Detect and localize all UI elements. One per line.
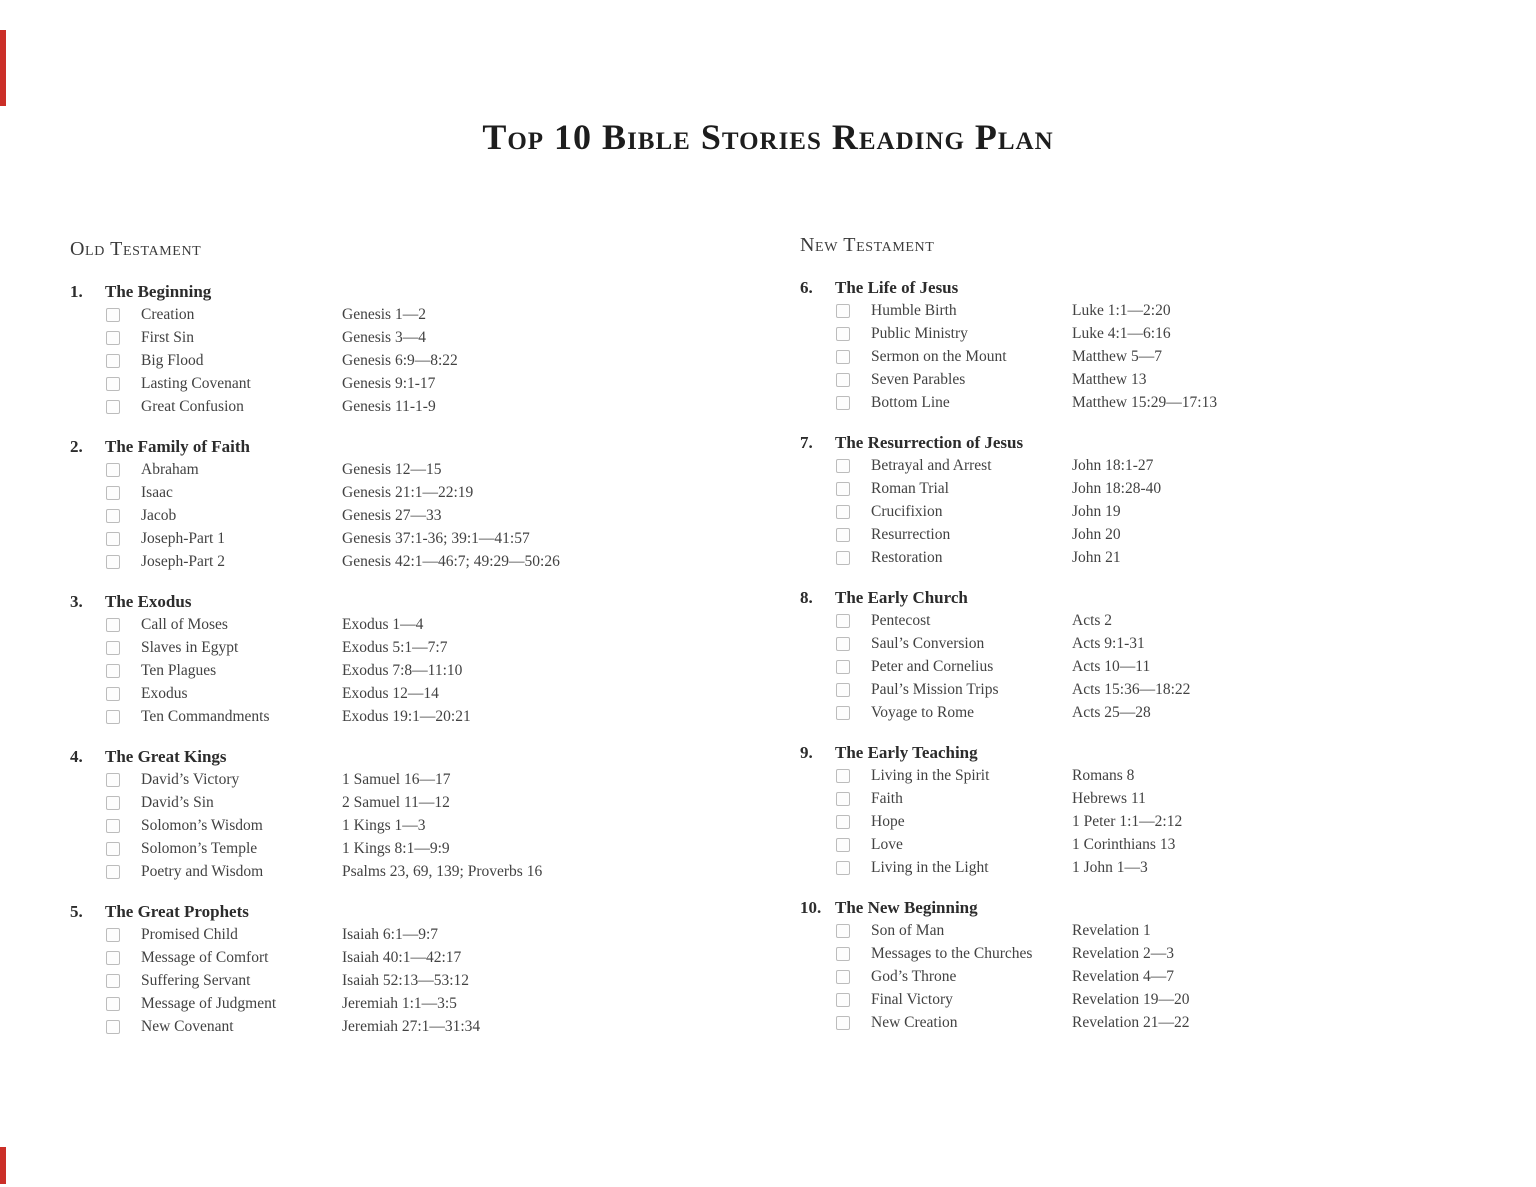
section-heading-text: The Beginning — [105, 282, 212, 301]
reading-item-row — [70, 1015, 782, 1038]
item-checkbox[interactable] — [836, 304, 850, 318]
item-ref: Exodus 7:8—11:10 — [342, 662, 463, 679]
reading-item-row — [70, 372, 782, 395]
section-number: 5. — [70, 902, 83, 921]
item-label: Sermon on the Mount — [871, 348, 1007, 365]
reading-item-row — [70, 682, 782, 705]
item-ref: Exodus 1—4 — [342, 616, 424, 633]
reading-item-row — [800, 764, 1512, 787]
reading-item-row — [800, 546, 1512, 569]
section-number: 2. — [70, 437, 83, 456]
item-ref: Revelation 19—20 — [1072, 991, 1190, 1008]
item-label: Humble Birth — [871, 302, 957, 319]
reading-item-row — [70, 814, 782, 837]
item-label: New Creation — [871, 1014, 958, 1031]
item-checkbox[interactable] — [106, 308, 120, 322]
reading-item-row — [800, 988, 1512, 1011]
section-heading-text: The Early Church — [835, 588, 968, 607]
item-ref: Psalms 23, 69, 139; Proverbs 16 — [342, 863, 543, 880]
item-checkbox[interactable] — [106, 842, 120, 856]
item-ref: Exodus 19:1—20:21 — [342, 708, 471, 725]
item-checkbox[interactable] — [106, 331, 120, 345]
reading-item-row — [800, 345, 1512, 368]
reading-item-row — [70, 481, 782, 504]
reading-plan-section — [800, 741, 1512, 879]
item-label: Hope — [871, 813, 905, 830]
item-ref: Romans 8 — [1072, 767, 1135, 784]
item-label: Crucifixion — [871, 503, 943, 520]
reading-item-row — [70, 969, 782, 992]
item-ref: Acts 2 — [1072, 612, 1113, 629]
item-checkbox[interactable] — [836, 924, 850, 938]
item-label: Joseph-Part 1 — [141, 530, 225, 547]
item-ref: Genesis 11-1-9 — [342, 398, 436, 415]
item-ref: Genesis 3—4 — [342, 329, 426, 346]
item-ref: Acts 10—11 — [1072, 658, 1151, 675]
item-label: Jacob — [141, 507, 177, 524]
item-checkbox[interactable] — [836, 482, 850, 496]
item-ref: Jeremiah 1:1—3:5 — [342, 995, 457, 1012]
item-ref: Revelation 21—22 — [1072, 1014, 1190, 1031]
section-heading — [70, 900, 782, 923]
section-heading-text: The Great Kings — [105, 747, 227, 766]
item-checkbox[interactable] — [106, 687, 120, 701]
reading-item-row — [70, 613, 782, 636]
item-ref: Hebrews 11 — [1072, 790, 1146, 807]
item-checkbox[interactable] — [836, 660, 850, 674]
item-ref: John 20 — [1072, 526, 1121, 543]
item-checkbox[interactable] — [836, 838, 850, 852]
section-heading-text: The Early Teaching — [835, 743, 978, 762]
item-label: Abraham — [141, 461, 199, 478]
section-number: 3. — [70, 592, 83, 611]
reading-plan-section — [70, 435, 782, 573]
item-checkbox[interactable] — [106, 486, 120, 500]
item-label: Creation — [141, 306, 195, 323]
item-checkbox[interactable] — [106, 618, 120, 632]
reading-item-row — [800, 299, 1512, 322]
section-heading — [800, 431, 1512, 454]
item-checkbox[interactable] — [106, 928, 120, 942]
item-label: Call of Moses — [141, 616, 228, 633]
reading-item-row — [800, 942, 1512, 965]
item-label: David’s Victory — [141, 771, 240, 788]
reading-item-row — [70, 992, 782, 1015]
item-ref: Revelation 4—7 — [1072, 968, 1175, 985]
page-title: Top 10 Bible Stories Reading Plan — [482, 117, 1054, 158]
item-label: Big Flood — [141, 352, 204, 369]
item-checkbox[interactable] — [106, 354, 120, 368]
reading-plan-section — [70, 745, 782, 883]
item-label: Betrayal and Arrest — [871, 457, 992, 474]
item-ref: Exodus 5:1—7:7 — [342, 639, 448, 656]
item-ref: Matthew 13 — [1072, 371, 1147, 388]
item-ref: Genesis 42:1—46:7; 49:29—50:26 — [342, 553, 560, 570]
item-ref: Matthew 15:29—17:13 — [1072, 394, 1218, 411]
item-checkbox[interactable] — [836, 815, 850, 829]
item-ref: Genesis 12—15 — [342, 461, 442, 478]
item-label: Saul’s Conversion — [871, 635, 985, 652]
item-ref: Genesis 9:1-17 — [342, 375, 436, 392]
item-checkbox[interactable] — [836, 614, 850, 628]
reading-item-row — [800, 523, 1512, 546]
item-checkbox[interactable] — [106, 997, 120, 1011]
item-ref: Genesis 27—33 — [342, 507, 442, 524]
reading-item-row — [70, 326, 782, 349]
item-label: Living in the Spirit — [871, 767, 990, 784]
section-heading — [800, 586, 1512, 609]
item-ref: John 18:28-40 — [1072, 480, 1162, 497]
item-ref: 1 Kings 1—3 — [342, 817, 426, 834]
item-checkbox[interactable] — [836, 683, 850, 697]
item-label: Poetry and Wisdom — [141, 863, 264, 880]
item-ref: 1 John 1—3 — [1072, 859, 1148, 876]
item-label: Great Confusion — [141, 398, 244, 415]
scan-edge-mark-top — [0, 30, 6, 106]
scan-edge-mark-bottom — [0, 1147, 6, 1184]
section-heading-text: The Exodus — [105, 592, 192, 611]
section-heading — [70, 745, 782, 768]
section-heading-text: The Family of Faith — [105, 437, 250, 456]
reading-item-row — [70, 527, 782, 550]
item-checkbox[interactable] — [106, 1020, 120, 1034]
item-label: Resurrection — [871, 526, 951, 543]
item-label: David’s Sin — [141, 794, 214, 811]
section-number: 4. — [70, 747, 83, 766]
item-ref: 1 Peter 1:1—2:12 — [1072, 813, 1183, 830]
item-ref: Genesis 37:1-36; 39:1—41:57 — [342, 530, 530, 547]
item-checkbox[interactable] — [836, 350, 850, 364]
item-label: Living in the Light — [871, 859, 989, 876]
item-checkbox[interactable] — [836, 396, 850, 410]
reading-item-row — [70, 349, 782, 372]
item-ref: 1 Kings 8:1—9:9 — [342, 840, 450, 857]
item-checkbox[interactable] — [106, 974, 120, 988]
section-heading — [70, 280, 782, 303]
reading-item-row — [800, 322, 1512, 345]
item-checkbox[interactable] — [836, 637, 850, 651]
item-ref: Luke 1:1—2:20 — [1072, 302, 1171, 319]
reading-plan-section — [800, 896, 1512, 1034]
reading-item-row — [70, 504, 782, 527]
item-ref: Matthew 5—7 — [1072, 348, 1162, 365]
item-checkbox[interactable] — [836, 373, 850, 387]
item-ref: Exodus 12—14 — [342, 685, 439, 702]
item-label: Faith — [871, 790, 903, 807]
item-label: God’s Throne — [871, 968, 957, 985]
item-checkbox[interactable] — [106, 555, 120, 569]
item-ref: 2 Samuel 11—12 — [342, 794, 450, 811]
item-ref: Acts 15:36—18:22 — [1072, 681, 1191, 698]
item-checkbox[interactable] — [106, 377, 120, 391]
item-checkbox[interactable] — [106, 865, 120, 879]
item-label: Final Victory — [871, 991, 953, 1008]
item-checkbox[interactable] — [106, 641, 120, 655]
item-ref: Acts 9:1-31 — [1072, 635, 1145, 652]
item-ref: Genesis 6:9—8:22 — [342, 352, 458, 369]
reading-plan-section — [800, 276, 1512, 414]
reading-item-row — [800, 787, 1512, 810]
item-ref: Revelation 2—3 — [1072, 945, 1175, 962]
item-label: Exodus — [141, 685, 188, 702]
item-checkbox[interactable] — [836, 769, 850, 783]
item-checkbox[interactable] — [836, 551, 850, 565]
item-checkbox[interactable] — [836, 792, 850, 806]
reading-item-row — [70, 303, 782, 326]
section-number: 9. — [800, 743, 813, 762]
item-ref: John 21 — [1072, 549, 1121, 566]
item-label: Restoration — [871, 549, 943, 566]
item-label: Peter and Cornelius — [871, 658, 994, 675]
reading-item-row — [70, 837, 782, 860]
item-checkbox[interactable] — [106, 710, 120, 724]
reading-item-row — [800, 500, 1512, 523]
item-checkbox[interactable] — [106, 664, 120, 678]
item-checkbox[interactable] — [106, 951, 120, 965]
item-ref: John 18:1-27 — [1072, 457, 1154, 474]
reading-item-row — [70, 550, 782, 573]
reading-item-row — [800, 1011, 1512, 1034]
item-checkbox[interactable] — [836, 947, 850, 961]
column-header: Old Testament — [70, 238, 202, 260]
item-label: Public Ministry — [871, 325, 968, 342]
reading-item-row — [70, 923, 782, 946]
reading-item-row — [70, 946, 782, 969]
section-heading-text: The New Beginning — [835, 898, 978, 917]
item-label: Joseph-Part 2 — [141, 553, 225, 570]
item-label: Voyage to Rome — [871, 704, 975, 721]
item-label: Love — [871, 836, 903, 853]
item-label: Suffering Servant — [141, 972, 251, 989]
item-label: Roman Trial — [871, 480, 949, 497]
item-checkbox[interactable] — [836, 528, 850, 542]
column-header: New Testament — [800, 234, 935, 256]
item-ref: Jeremiah 27:1—31:34 — [342, 1018, 481, 1035]
item-checkbox[interactable] — [106, 819, 120, 833]
item-label: Promised Child — [141, 926, 238, 943]
section-number: 1. — [70, 282, 83, 301]
reading-item-row — [800, 678, 1512, 701]
item-label: New Covenant — [141, 1018, 234, 1035]
section-heading — [800, 896, 1512, 919]
reading-item-row — [70, 395, 782, 418]
section-heading — [70, 590, 782, 613]
section-heading — [800, 276, 1512, 299]
item-label: Message of Judgment — [141, 995, 277, 1012]
reading-plan-section — [800, 431, 1512, 569]
reading-item-row — [800, 609, 1512, 632]
item-label: Message of Comfort — [141, 949, 269, 966]
reading-item-row — [800, 833, 1512, 856]
item-label: Ten Plagues — [141, 662, 217, 679]
reading-item-row — [800, 856, 1512, 879]
item-checkbox[interactable] — [106, 509, 120, 523]
reading-plan-section — [800, 586, 1512, 724]
reading-item-row — [70, 768, 782, 791]
section-number: 7. — [800, 433, 813, 452]
reading-item-row — [800, 454, 1512, 477]
section-number: 8. — [800, 588, 813, 607]
item-label: Seven Parables — [871, 371, 966, 388]
item-checkbox[interactable] — [106, 773, 120, 787]
reading-item-row — [800, 632, 1512, 655]
section-number: 10. — [800, 898, 822, 917]
item-label: Solomon’s Wisdom — [141, 817, 263, 834]
item-ref: Genesis 21:1—22:19 — [342, 484, 474, 501]
reading-item-row — [800, 965, 1512, 988]
section-heading — [70, 435, 782, 458]
item-ref: 1 Samuel 16—17 — [342, 771, 451, 788]
item-checkbox[interactable] — [836, 505, 850, 519]
item-label: Isaac — [141, 484, 173, 501]
item-checkbox[interactable] — [106, 532, 120, 546]
reading-item-row — [800, 477, 1512, 500]
item-label: Bottom Line — [871, 394, 950, 411]
item-ref: Acts 25—28 — [1072, 704, 1151, 721]
reading-plan-section — [70, 280, 782, 418]
item-ref: Genesis 1—2 — [342, 306, 426, 323]
item-ref: Revelation 1 — [1072, 922, 1151, 939]
item-ref: Luke 4:1—6:16 — [1072, 325, 1171, 342]
section-heading — [800, 741, 1512, 764]
item-label: Slaves in Egypt — [141, 639, 239, 656]
item-label: Solomon’s Temple — [141, 840, 258, 857]
item-label: Son of Man — [871, 922, 945, 939]
section-heading-text: The Great Prophets — [105, 902, 249, 921]
item-label: Ten Commandments — [141, 708, 270, 725]
item-label: Paul’s Mission Trips — [871, 681, 999, 698]
section-heading-text: The Life of Jesus — [835, 278, 959, 297]
item-checkbox[interactable] — [836, 327, 850, 341]
reading-item-row — [800, 391, 1512, 414]
section-heading-text: The Resurrection of Jesus — [835, 433, 1024, 452]
reading-item-row — [800, 701, 1512, 724]
reading-item-row — [70, 705, 782, 728]
item-checkbox[interactable] — [106, 463, 120, 477]
item-checkbox[interactable] — [836, 970, 850, 984]
reading-item-row — [800, 919, 1512, 942]
item-ref: Isaiah 6:1—9:7 — [342, 926, 438, 943]
item-checkbox[interactable] — [106, 796, 120, 810]
reading-plan-section — [70, 590, 782, 728]
item-label: Messages to the Churches — [871, 945, 1033, 962]
item-ref: John 19 — [1072, 503, 1121, 520]
reading-item-row — [800, 810, 1512, 833]
reading-item-row — [70, 458, 782, 481]
item-label: First Sin — [141, 329, 194, 346]
item-ref: Isaiah 52:13—53:12 — [342, 972, 469, 989]
section-number: 6. — [800, 278, 813, 297]
item-checkbox[interactable] — [836, 706, 850, 720]
item-label: Pentecost — [871, 612, 931, 629]
item-ref: Isaiah 40:1—42:17 — [342, 949, 462, 966]
reading-item-row — [800, 655, 1512, 678]
old-testament-column — [70, 238, 782, 1055]
reading-item-row — [70, 636, 782, 659]
new-testament-column — [800, 234, 1512, 1051]
item-checkbox[interactable] — [836, 459, 850, 473]
item-label: Lasting Covenant — [141, 375, 251, 392]
reading-item-row — [70, 860, 782, 883]
item-checkbox[interactable] — [106, 400, 120, 414]
reading-item-row — [70, 791, 782, 814]
item-checkbox[interactable] — [836, 861, 850, 875]
reading-plan-section — [70, 900, 782, 1038]
item-ref: 1 Corinthians 13 — [1072, 836, 1176, 853]
reading-item-row — [800, 368, 1512, 391]
item-checkbox[interactable] — [836, 993, 850, 1007]
reading-item-row — [70, 659, 782, 682]
item-checkbox[interactable] — [836, 1016, 850, 1030]
